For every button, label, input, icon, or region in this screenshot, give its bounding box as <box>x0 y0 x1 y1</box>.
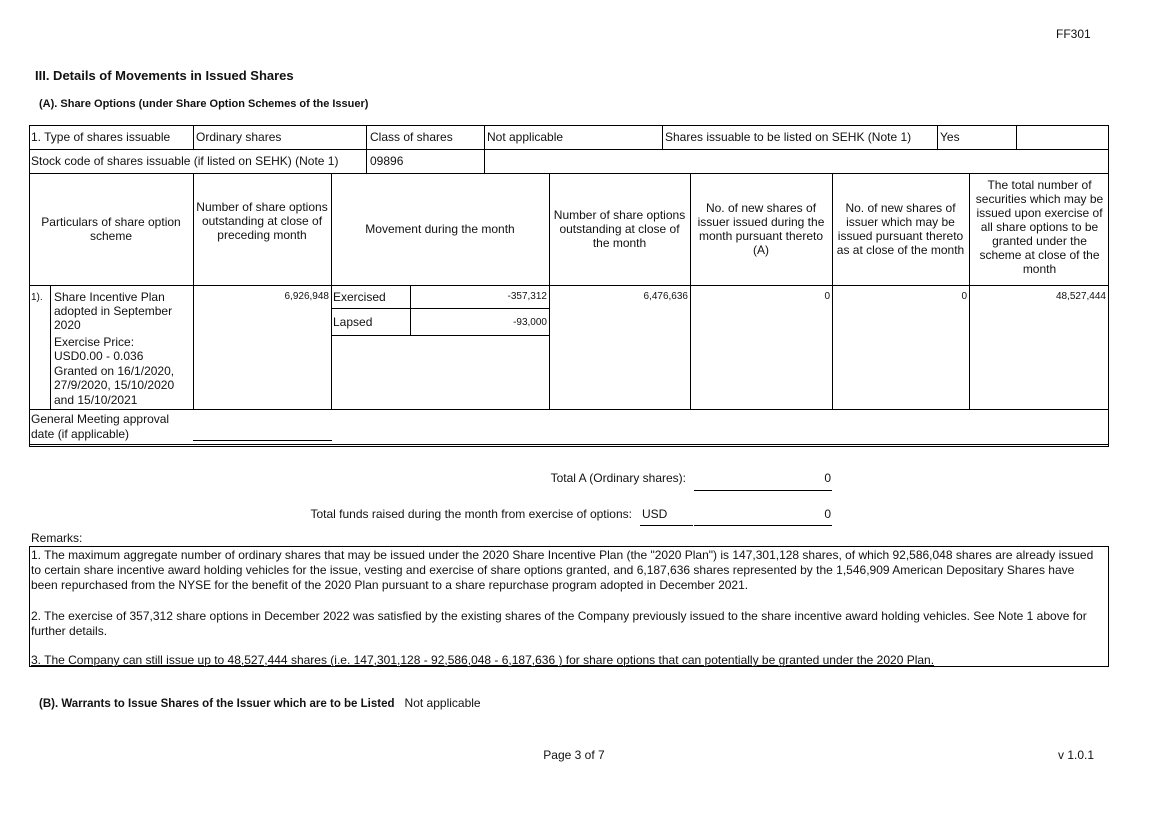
scheme-line-3: 2020 <box>54 318 81 332</box>
subsection-title: (A). Share Options (under Share Option Schemes of the Issuer) <box>39 98 369 110</box>
version: v 1.0.1 <box>1058 748 1095 762</box>
scheme-line-1: Share Incentive Plan <box>54 290 165 304</box>
scheme-line-8: and 15/10/2021 <box>54 393 138 407</box>
movement-exercised-value: -357,312 <box>507 291 547 302</box>
form-code: FF301 <box>1056 27 1091 41</box>
funds-raised-label: Total funds raised during the month from exercise of options: <box>310 507 632 521</box>
outstanding-prev-value: 6,926,948 <box>284 291 329 302</box>
remark-2: 2. The exercise of 357,312 share options in December 2022 was satisfied by the existing shares of the Company previously issued to the share incentive award holding vehicles. See Note 1 above for further details. <box>31 609 1087 638</box>
remarks-label: Remarks: <box>31 531 83 545</box>
funds-raised-value: 0 <box>824 507 831 521</box>
page-number: Page 3 of 7 <box>543 748 605 762</box>
scheme-line-7: 27/9/2020, 15/10/2020 <box>54 378 175 392</box>
type-value: Ordinary shares <box>196 130 282 144</box>
table-double-rule <box>29 444 1109 445</box>
col-movement: Movement during the month <box>365 222 515 236</box>
col-may-issue: No. of new shares of issuer which may be issued pursuant thereto as at close of the month <box>836 201 965 257</box>
section-title: III. Details of Movements in Issued Shares <box>35 68 294 83</box>
movement-exercised-label: Exercised <box>333 290 386 304</box>
remark-1: 1. The maximum aggregate number of ordinary shares that may be issued under the 2020 Share Incentive Plan (the "2020 Plan") is 147,301,128 shares, of which 92,586,048 shares are already issued to certain share incentive award holding vehicles for the issue, vesting and exercise of share options granted, and 6,187,636 shares represented by the 1,546,909 American Depositary Shares have been repurchased from the NYSE for the benefit of the 2020 Plan pursuant to a share repurchase program adopted in December 2021. <box>31 548 1094 592</box>
gm-approval-label-1: General Meeting approval <box>31 412 170 426</box>
listed-value: Yes <box>940 130 960 144</box>
section-b-title: (B). Warrants to Issue Shares of the Issuer which are to be Listed <box>39 698 395 710</box>
outstanding-close-value: 6,476,636 <box>643 291 688 302</box>
funds-currency: USD <box>642 507 668 521</box>
may-issue-value: 0 <box>961 291 967 302</box>
class-value: Not applicable <box>487 130 564 144</box>
total-securities-value: 48,527,444 <box>1055 291 1106 302</box>
scheme-line-4: Exercise Price: <box>54 335 135 349</box>
total-a-label: Total A (Ordinary shares): <box>550 471 686 485</box>
movement-lapsed-label: Lapsed <box>333 315 373 329</box>
scheme-line-2: adopted in September <box>54 304 173 318</box>
col-outstanding-prev: Number of share options outstanding at close of preceding month <box>196 200 328 242</box>
stock-code-label: Stock code of shares issuable (if listed on SEHK) (Note 1) <box>31 154 339 168</box>
col-total-securities: The total number of securities which may be issued upon exercise of all share options to be granted under the scheme at close of the month <box>975 178 1104 276</box>
col-outstanding-close: Number of share options outstanding at close of the month <box>553 208 686 250</box>
col-particulars: Particulars of share option scheme <box>41 215 181 243</box>
section-b <box>39 696 481 710</box>
gm-approval-label-2: date (if applicable) <box>31 427 130 441</box>
listed-label: Shares issuable to be listed on SEHK (Note 1) <box>665 130 912 144</box>
total-a-value: 0 <box>824 471 831 485</box>
col-new-issued: No. of new shares of issuer issued during the month pursuant thereto (A) <box>697 201 825 257</box>
type-label: 1. Type of shares issuable <box>31 130 171 144</box>
new-issued-value: 0 <box>824 291 830 302</box>
section-b-value: Not applicable <box>404 696 481 710</box>
gm-approval-date-field <box>193 440 332 441</box>
class-label: Class of shares <box>370 130 453 144</box>
scheme-line-5: USD0.00 - 0.036 <box>54 349 144 363</box>
scheme-line-6: Granted on 16/1/2020, <box>54 364 175 378</box>
stock-code-value: 09896 <box>370 154 404 168</box>
movement-lapsed-value: -93,000 <box>513 317 547 328</box>
remark-3: 3. The Company can still issue up to 48,527,444 shares (i.e. 147,301,128 - 92,586,048 - 6,187,636 ) for share options that can potentially be granted under the 2020 Plan. <box>31 653 935 667</box>
scheme-index: 1). <box>31 292 43 303</box>
